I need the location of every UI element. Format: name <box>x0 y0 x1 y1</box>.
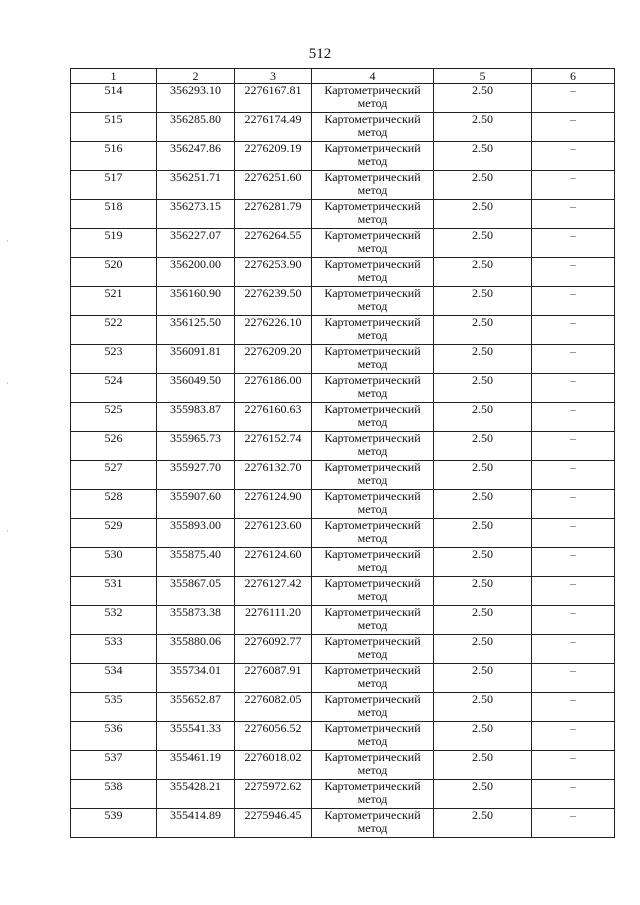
x-coordinate-cell: 355867.05 <box>157 577 235 606</box>
method-cell <box>312 113 434 142</box>
y-coordinate-cell: 2276239.50 <box>235 287 312 316</box>
note-cell: – <box>532 258 615 287</box>
note-cell: – <box>532 548 615 577</box>
table-row <box>71 490 615 519</box>
table-row <box>71 287 615 316</box>
point-number-cell: 531 <box>71 577 157 606</box>
method-line2: метод <box>357 589 388 603</box>
method-line1: Картометрический <box>324 344 421 358</box>
x-coordinate-cell: 356247.86 <box>157 142 235 171</box>
method-cell <box>312 693 434 722</box>
x-coordinate-cell: 356227.07 <box>157 229 235 258</box>
table-row <box>71 461 615 490</box>
method-line2: метод <box>357 792 388 806</box>
x-coordinate-cell: 355965.73 <box>157 432 235 461</box>
point-number-cell: 533 <box>71 635 157 664</box>
table-row <box>71 84 615 113</box>
method-line2: метод <box>357 241 388 255</box>
method-line1: Картометрический <box>324 286 421 300</box>
error-cell: 2.50 <box>434 664 532 693</box>
table-row <box>71 200 615 229</box>
table-row <box>71 374 615 403</box>
method-line2: метод <box>357 821 388 835</box>
y-coordinate-cell: 2276264.55 <box>235 229 312 258</box>
error-cell: 2.50 <box>434 258 532 287</box>
column-header: 3 <box>235 69 312 84</box>
error-cell: 2.50 <box>434 490 532 519</box>
method-line2: метод <box>357 763 388 777</box>
error-cell: 2.50 <box>434 635 532 664</box>
point-number-cell: 525 <box>71 403 157 432</box>
method-cell <box>312 171 434 200</box>
error-cell: 2.50 <box>434 606 532 635</box>
method-cell <box>312 722 434 751</box>
note-cell: – <box>532 490 615 519</box>
method-cell <box>312 548 434 577</box>
method-cell <box>312 258 434 287</box>
point-number-cell: 526 <box>71 432 157 461</box>
error-cell: 2.50 <box>434 722 532 751</box>
note-cell: – <box>532 635 615 664</box>
method-line2: метод <box>357 328 388 342</box>
point-number-cell: 514 <box>71 84 157 113</box>
note-cell: – <box>532 809 615 838</box>
x-coordinate-cell: 355541.33 <box>157 722 235 751</box>
table-row <box>71 345 615 374</box>
method-line2: метод <box>357 618 388 632</box>
method-cell <box>312 316 434 345</box>
table-row <box>71 432 615 461</box>
point-number-cell: 517 <box>71 171 157 200</box>
table-row <box>71 751 615 780</box>
method-line2: метод <box>357 705 388 719</box>
y-coordinate-cell: 2275946.45 <box>235 809 312 838</box>
scan-artifact: · <box>6 236 9 246</box>
method-line1: Картометрический <box>324 83 421 97</box>
x-coordinate-cell: 355428.21 <box>157 780 235 809</box>
method-line1: Картометрический <box>324 576 421 590</box>
note-cell: – <box>532 374 615 403</box>
method-line2: метод <box>357 734 388 748</box>
y-coordinate-cell: 2276209.19 <box>235 142 312 171</box>
point-number-cell: 537 <box>71 751 157 780</box>
error-cell: 2.50 <box>434 316 532 345</box>
note-cell: – <box>532 316 615 345</box>
point-number-cell: 516 <box>71 142 157 171</box>
error-cell: 2.50 <box>434 548 532 577</box>
method-line1: Картометрический <box>324 315 421 329</box>
y-coordinate-cell: 2276018.02 <box>235 751 312 780</box>
error-cell: 2.50 <box>434 751 532 780</box>
method-line2: метод <box>357 125 388 139</box>
y-coordinate-cell: 2276281.79 <box>235 200 312 229</box>
note-cell: – <box>532 577 615 606</box>
point-number-cell: 518 <box>71 200 157 229</box>
column-header: 1 <box>71 69 157 84</box>
note-cell: – <box>532 722 615 751</box>
y-coordinate-cell: 2276082.05 <box>235 693 312 722</box>
method-line2: метод <box>357 270 388 284</box>
method-cell <box>312 519 434 548</box>
x-coordinate-cell: 356125.50 <box>157 316 235 345</box>
point-number-cell: 538 <box>71 780 157 809</box>
point-number-cell: 519 <box>71 229 157 258</box>
method-cell <box>312 403 434 432</box>
note-cell: – <box>532 461 615 490</box>
x-coordinate-cell: 356200.00 <box>157 258 235 287</box>
method-cell <box>312 142 434 171</box>
x-coordinate-cell: 355893.00 <box>157 519 235 548</box>
error-cell: 2.50 <box>434 142 532 171</box>
table-row <box>71 635 615 664</box>
method-line2: метод <box>357 502 388 516</box>
table-row <box>71 403 615 432</box>
point-number-cell: 532 <box>71 606 157 635</box>
column-header: 6 <box>532 69 615 84</box>
table-row <box>71 142 615 171</box>
y-coordinate-cell: 2276123.60 <box>235 519 312 548</box>
x-coordinate-cell: 355652.87 <box>157 693 235 722</box>
error-cell: 2.50 <box>434 374 532 403</box>
table-row <box>71 171 615 200</box>
y-coordinate-cell: 2276226.10 <box>235 316 312 345</box>
y-coordinate-cell: 2276124.90 <box>235 490 312 519</box>
method-cell <box>312 664 434 693</box>
note-cell: – <box>532 171 615 200</box>
table-row <box>71 113 615 142</box>
error-cell: 2.50 <box>434 780 532 809</box>
y-coordinate-cell: 2276251.60 <box>235 171 312 200</box>
point-number-cell: 515 <box>71 113 157 142</box>
method-line1: Картометрический <box>324 663 421 677</box>
y-coordinate-cell: 2276087.91 <box>235 664 312 693</box>
x-coordinate-cell: 355875.40 <box>157 548 235 577</box>
y-coordinate-cell: 2276174.49 <box>235 113 312 142</box>
method-line2: метод <box>357 560 388 574</box>
x-coordinate-cell: 355927.70 <box>157 461 235 490</box>
note-cell: – <box>532 113 615 142</box>
coordinates-table <box>70 68 615 838</box>
method-line1: Картометрический <box>324 373 421 387</box>
x-coordinate-cell: 356285.80 <box>157 113 235 142</box>
method-cell <box>312 345 434 374</box>
error-cell: 2.50 <box>434 345 532 374</box>
point-number-cell: 523 <box>71 345 157 374</box>
table-row <box>71 722 615 751</box>
method-line1: Картометрический <box>324 750 421 764</box>
table-row <box>71 258 615 287</box>
point-number-cell: 535 <box>71 693 157 722</box>
error-cell: 2.50 <box>434 84 532 113</box>
method-line1: Картометрический <box>324 808 421 822</box>
method-line2: метод <box>357 357 388 371</box>
note-cell: – <box>532 287 615 316</box>
point-number-cell: 521 <box>71 287 157 316</box>
note-cell: – <box>532 142 615 171</box>
x-coordinate-cell: 356273.15 <box>157 200 235 229</box>
method-line2: метод <box>357 415 388 429</box>
note-cell: – <box>532 780 615 809</box>
table-row <box>71 693 615 722</box>
note-cell: – <box>532 403 615 432</box>
x-coordinate-cell: 355907.60 <box>157 490 235 519</box>
method-line1: Картометрический <box>324 228 421 242</box>
x-coordinate-cell: 355873.38 <box>157 606 235 635</box>
x-coordinate-cell: 355880.06 <box>157 635 235 664</box>
y-coordinate-cell: 2276127.42 <box>235 577 312 606</box>
method-line1: Картометрический <box>324 634 421 648</box>
y-coordinate-cell: 2276167.81 <box>235 84 312 113</box>
method-line1: Картометрический <box>324 547 421 561</box>
point-number-cell: 536 <box>71 722 157 751</box>
table-row <box>71 577 615 606</box>
x-coordinate-cell: 356091.81 <box>157 345 235 374</box>
note-cell: – <box>532 693 615 722</box>
error-cell: 2.50 <box>434 693 532 722</box>
method-line1: Картометрический <box>324 170 421 184</box>
x-coordinate-cell: 356160.90 <box>157 287 235 316</box>
scan-artifact: · <box>6 378 9 388</box>
method-line1: Картометрический <box>324 141 421 155</box>
method-cell <box>312 751 434 780</box>
note-cell: – <box>532 606 615 635</box>
method-line2: метод <box>357 183 388 197</box>
note-cell: – <box>532 664 615 693</box>
error-cell: 2.50 <box>434 229 532 258</box>
method-line2: метод <box>357 531 388 545</box>
method-line1: Картометрический <box>324 721 421 735</box>
error-cell: 2.50 <box>434 461 532 490</box>
method-cell <box>312 200 434 229</box>
method-cell <box>312 809 434 838</box>
method-line2: метод <box>357 299 388 313</box>
point-number-cell: 529 <box>71 519 157 548</box>
method-line2: метод <box>357 212 388 226</box>
method-cell <box>312 606 434 635</box>
method-cell <box>312 780 434 809</box>
y-coordinate-cell: 2276124.60 <box>235 548 312 577</box>
point-number-cell: 530 <box>71 548 157 577</box>
method-cell <box>312 287 434 316</box>
method-cell <box>312 84 434 113</box>
method-cell <box>312 635 434 664</box>
method-cell <box>312 577 434 606</box>
y-coordinate-cell: 2276186.00 <box>235 374 312 403</box>
point-number-cell: 524 <box>71 374 157 403</box>
method-line2: метод <box>357 386 388 400</box>
x-coordinate-cell: 356049.50 <box>157 374 235 403</box>
column-header: 5 <box>434 69 532 84</box>
point-number-cell: 534 <box>71 664 157 693</box>
y-coordinate-cell: 2276132.70 <box>235 461 312 490</box>
point-number-cell: 527 <box>71 461 157 490</box>
note-cell: – <box>532 519 615 548</box>
table-row <box>71 606 615 635</box>
method-cell <box>312 374 434 403</box>
error-cell: 2.50 <box>434 171 532 200</box>
y-coordinate-cell: 2276092.77 <box>235 635 312 664</box>
method-line2: метод <box>357 96 388 110</box>
method-line1: Картометрический <box>324 112 421 126</box>
table-row <box>71 229 615 258</box>
y-coordinate-cell: 2276152.74 <box>235 432 312 461</box>
y-coordinate-cell: 2276160.63 <box>235 403 312 432</box>
point-number-cell: 522 <box>71 316 157 345</box>
method-cell <box>312 229 434 258</box>
table-row <box>71 780 615 809</box>
method-cell <box>312 461 434 490</box>
method-line1: Картометрический <box>324 692 421 706</box>
method-line1: Картометрический <box>324 779 421 793</box>
x-coordinate-cell: 355461.19 <box>157 751 235 780</box>
method-cell <box>312 490 434 519</box>
note-cell: – <box>532 751 615 780</box>
note-cell: – <box>532 345 615 374</box>
column-header: 4 <box>312 69 434 84</box>
table-row <box>71 316 615 345</box>
method-line1: Картометрический <box>324 489 421 503</box>
error-cell: 2.50 <box>434 287 532 316</box>
note-cell: – <box>532 200 615 229</box>
x-coordinate-cell: 356293.10 <box>157 84 235 113</box>
y-coordinate-cell: 2276056.52 <box>235 722 312 751</box>
note-cell: – <box>532 84 615 113</box>
error-cell: 2.50 <box>434 200 532 229</box>
error-cell: 2.50 <box>434 403 532 432</box>
table-row <box>71 519 615 548</box>
point-number-cell: 539 <box>71 809 157 838</box>
y-coordinate-cell: 2276111.20 <box>235 606 312 635</box>
column-header: 2 <box>157 69 235 84</box>
error-cell: 2.50 <box>434 113 532 142</box>
table-row <box>71 809 615 838</box>
x-coordinate-cell: 355734.01 <box>157 664 235 693</box>
note-cell: – <box>532 432 615 461</box>
error-cell: 2.50 <box>434 809 532 838</box>
x-coordinate-cell: 355414.89 <box>157 809 235 838</box>
method-line2: метод <box>357 647 388 661</box>
table-header-row <box>71 69 615 84</box>
error-cell: 2.50 <box>434 577 532 606</box>
point-number-cell: 528 <box>71 490 157 519</box>
page-number: 512 <box>308 46 332 62</box>
table-row <box>71 548 615 577</box>
method-line1: Картометрический <box>324 605 421 619</box>
method-cell <box>312 432 434 461</box>
method-line1: Картометрический <box>324 518 421 532</box>
note-cell: – <box>532 229 615 258</box>
method-line1: Картометрический <box>324 460 421 474</box>
method-line1: Картометрический <box>324 402 421 416</box>
method-line1: Картометрический <box>324 257 421 271</box>
point-number-cell: 520 <box>71 258 157 287</box>
method-line1: Картометрический <box>324 199 421 213</box>
scan-artifact: · <box>6 526 9 536</box>
y-coordinate-cell: 2275972.62 <box>235 780 312 809</box>
error-cell: 2.50 <box>434 432 532 461</box>
x-coordinate-cell: 356251.71 <box>157 171 235 200</box>
error-cell: 2.50 <box>434 519 532 548</box>
y-coordinate-cell: 2276209.20 <box>235 345 312 374</box>
method-line2: метод <box>357 154 388 168</box>
method-line2: метод <box>357 473 388 487</box>
table-row <box>71 664 615 693</box>
x-coordinate-cell: 355983.87 <box>157 403 235 432</box>
method-line2: метод <box>357 444 388 458</box>
method-line1: Картометрический <box>324 431 421 445</box>
method-line2: метод <box>357 676 388 690</box>
y-coordinate-cell: 2276253.90 <box>235 258 312 287</box>
